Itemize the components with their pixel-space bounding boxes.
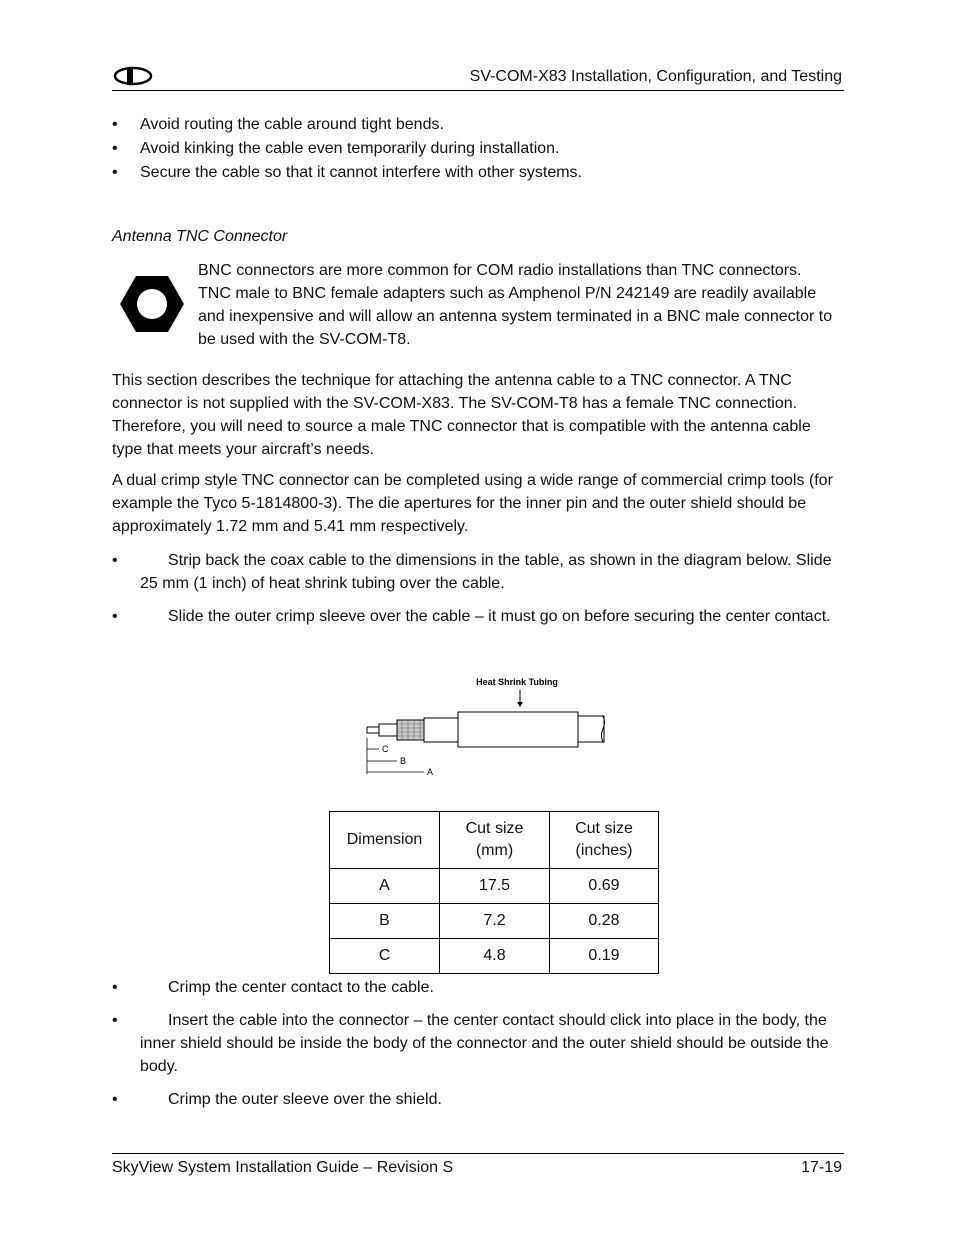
dimension-b-label: B [400, 756, 407, 766]
header-title: SV-COM-X83 Installation, Configuration, and Testing [469, 68, 842, 85]
table-cell: 4.8 [440, 939, 550, 974]
header-divider [112, 90, 844, 91]
step-list [112, 549, 844, 628]
table-header: Cut size (mm) [440, 812, 550, 869]
dimension-c-label: C [382, 744, 389, 754]
paragraph: A dual crimp style TNC connector can be completed using a wide range of commercial crimp tools (for example the Tyco 5-1814800-3). The die apertures for the inner pin and the outer shield should be approximately 1.72 mm and 5.41 mm respectively. [112, 472, 833, 535]
dimension-a-label: A [427, 767, 434, 777]
table-cell: C [330, 939, 440, 974]
list-item: • Avoid routing the cable around tight bends. [112, 113, 844, 137]
table-header: Dimension [330, 812, 440, 869]
note-text: BNC connectors are more common for COM radio installations than TNC connectors. TNC male to BNC female adapters such as Amphenol P/N 242149 are readily available and inexpensive and will allow an antenna system terminated in a BNC male connector to be used with the SV-COM-T8. [198, 262, 833, 348]
step-list [112, 976, 844, 1111]
table-row [330, 869, 659, 904]
intro-bullet-list [112, 113, 844, 185]
section-heading: Antenna TNC Connector [112, 228, 288, 245]
hex-nut-icon [120, 272, 184, 336]
list-item: • Avoid kinking the cable even temporarily during installation. [112, 137, 844, 161]
page-number: 17-19 [801, 1159, 842, 1176]
list-item: • Insert the cable into the connector – the center contact should click into place in the body, the inner shield should be inside the body of the connector and the outer shield should be outside the body. [112, 1009, 844, 1078]
table-cell: B [330, 904, 440, 939]
coax-strip-diagram [362, 672, 612, 782]
list-item: • Slide the outer crimp sleeve over the cable – it must go on before securing the center contact. [112, 605, 844, 628]
cut-size-table [329, 811, 659, 974]
table-row [330, 939, 659, 974]
footer-title: SkyView System Installation Guide – Revision S [112, 1159, 454, 1176]
heat-shrink-label: Heat Shrink Tubing [476, 677, 558, 687]
dynon-logo-icon [112, 66, 154, 86]
table-cell: 0.69 [550, 869, 659, 904]
list-item: • Secure the cable so that it cannot interfere with other systems. [112, 161, 844, 185]
table-row [330, 904, 659, 939]
table-cell: 0.19 [550, 939, 659, 974]
table-cell: A [330, 869, 440, 904]
table-cell: 7.2 [440, 904, 550, 939]
paragraph: This section describes the technique for attaching the antenna cable to a TNC connector. A TNC connector is not supplied with the SV-COM-X83. The SV-COM-T8 has a female TNC connection. Therefore, you will need to source a male TNC connector that is compatible with the antenna cable type that meets your aircraft’s needs. [112, 372, 811, 458]
list-item: • Strip back the coax cable to the dimensions in the table, as shown in the diagram below. Slide 25 mm (1 inch) of heat shrink tubing over the cable. [112, 549, 844, 595]
table-header: Cut size (inches) [550, 812, 659, 869]
table-cell: 17.5 [440, 869, 550, 904]
table-cell: 0.28 [550, 904, 659, 939]
list-item: • Crimp the center contact to the cable. [112, 976, 844, 999]
list-item: • Crimp the outer sleeve over the shield. [112, 1088, 844, 1111]
footer-divider [112, 1153, 844, 1154]
